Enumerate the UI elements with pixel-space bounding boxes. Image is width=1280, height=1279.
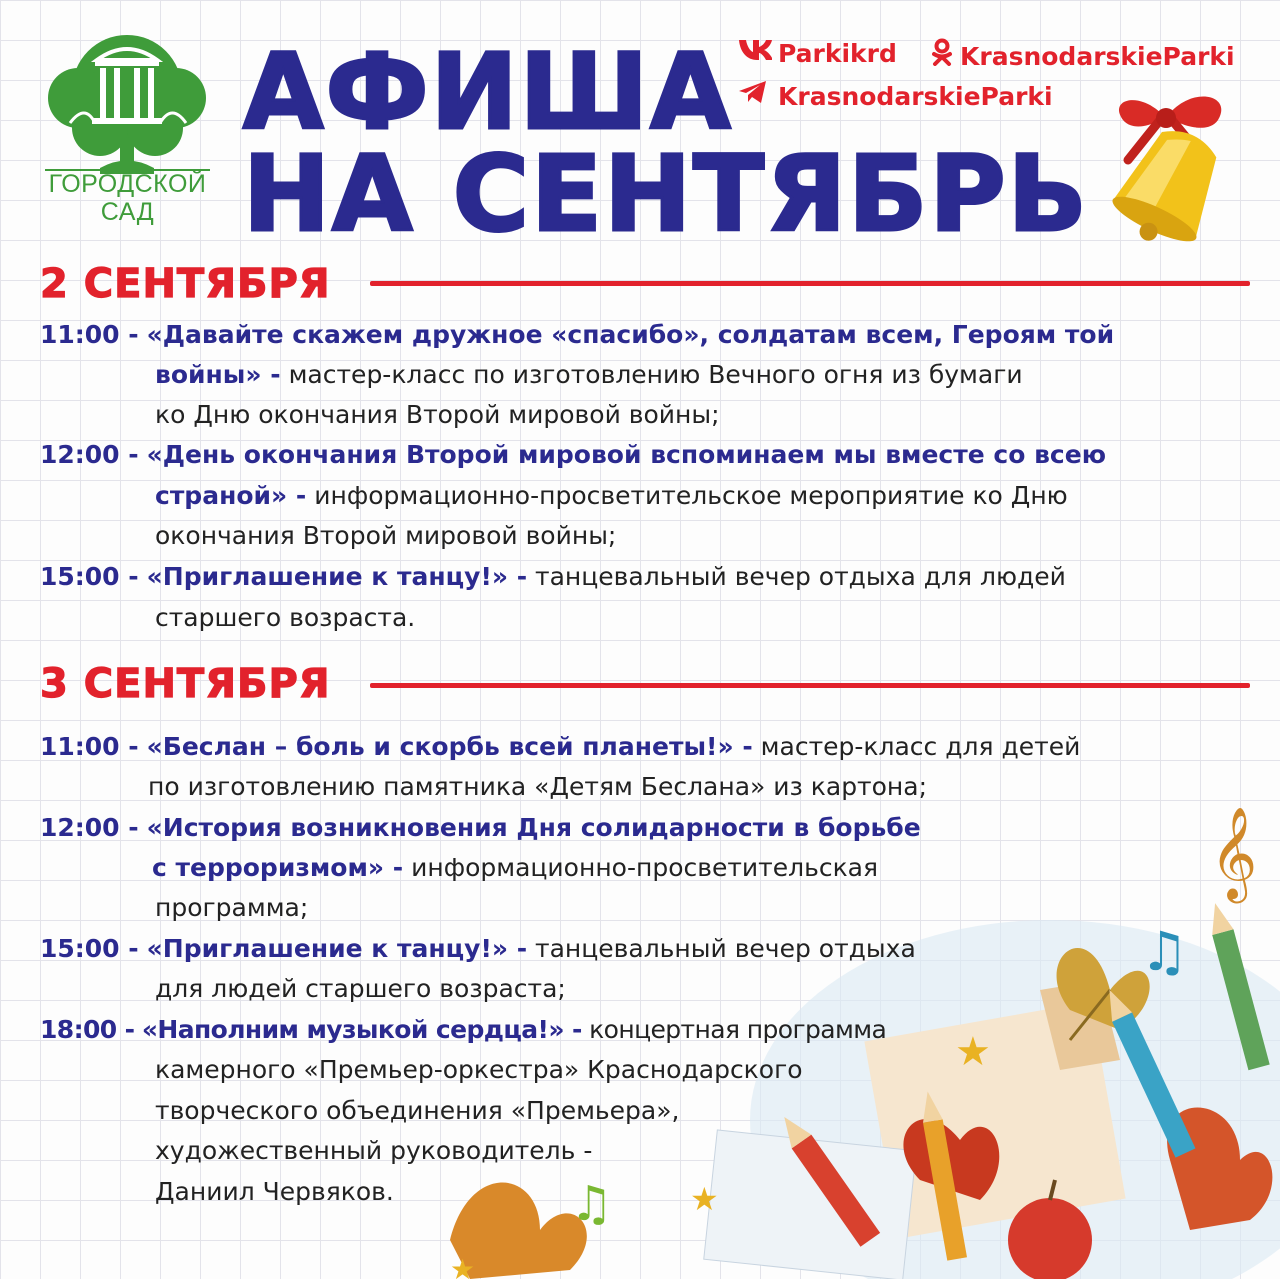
event-line xyxy=(40,727,1080,767)
heading-divider xyxy=(370,281,1250,286)
event-line xyxy=(40,315,1114,355)
event-line xyxy=(40,929,916,969)
page-title-line1: АФИША xyxy=(243,31,733,153)
event-time: 12:00 - xyxy=(40,813,139,842)
event-title: «День окончания Второй мировой вспоминаем мы вместе со всею xyxy=(146,440,1106,469)
svg-text:★: ★ xyxy=(690,1180,719,1218)
event-description: информационно-просветительская xyxy=(403,853,879,882)
event-line xyxy=(40,435,1106,475)
event-line xyxy=(152,848,878,888)
svg-text:𝄞: 𝄞 xyxy=(1210,806,1258,899)
social-ok[interactable] xyxy=(932,38,1235,75)
odnoklassniki-icon xyxy=(932,38,960,75)
event-time: 15:00 - xyxy=(40,934,139,963)
event-line xyxy=(40,808,921,848)
social-vk[interactable] xyxy=(738,38,897,69)
event-line xyxy=(40,557,1066,597)
event-title: «Беслан – боль и скорбь всей планеты!» - xyxy=(146,732,753,761)
event-description: ко Дню окончания Второй мировой войны; xyxy=(155,400,720,429)
event-description: для людей старшего возраста; xyxy=(155,974,566,1003)
event-description: мастер-класс для детей xyxy=(752,732,1081,761)
vk-icon xyxy=(738,38,778,69)
event-time: 12:00 - xyxy=(40,440,139,469)
telegram-icon xyxy=(738,80,778,113)
event-title: «Приглашение к танцу!» - xyxy=(146,934,528,963)
svg-text:♫: ♫ xyxy=(1140,920,1189,983)
ok-handle[interactable]: KrasnodarskieParki xyxy=(960,41,1235,71)
vk-handle[interactable]: Parkikrd xyxy=(778,38,897,68)
logo-text xyxy=(40,170,215,226)
event-description: танцевальный вечер отдыха xyxy=(527,934,916,963)
svg-text:★: ★ xyxy=(955,1029,991,1075)
event-title: «Давайте скажем дружное «спасибо», солдатам всем, Героям той xyxy=(146,320,1115,349)
event-title: с терроризмом» - xyxy=(152,853,404,882)
social-telegram[interactable] xyxy=(738,80,1053,113)
event-time: 15:00 - xyxy=(40,562,139,591)
event-title: «История возникновения Дня солидарности в борьбе xyxy=(146,813,921,842)
event-description: по изготовлению памятника «Детям Беслана» из картона; xyxy=(148,772,928,801)
event-title: страной» - xyxy=(155,481,307,510)
event-description: камерного «Премьер-оркестра» Краснодарского xyxy=(155,1055,803,1084)
event-line xyxy=(40,1010,886,1050)
school-bell-icon xyxy=(1068,80,1248,265)
svg-text:★: ★ xyxy=(450,1253,476,1279)
event-title: «Приглашение к танцу!» - xyxy=(146,562,528,591)
logo-text-line1: ГОРОДСКОЙ xyxy=(48,170,207,198)
event-line xyxy=(155,476,1068,516)
event-description: мастер-класс по изготовлению Вечного огня из бумаги xyxy=(280,360,1023,389)
event-time: 18:00 - xyxy=(40,1015,135,1044)
event-description: художественный руководитель - xyxy=(155,1136,593,1165)
event-description: окончания Второй мировой войны; xyxy=(155,521,617,550)
page-title-line2: НА СЕНТЯБРЬ xyxy=(243,133,1089,255)
heading-divider xyxy=(370,683,1250,688)
event-description: информационно-просветительское мероприятие ко Дню xyxy=(306,481,1068,510)
event-description: старшего возраста. xyxy=(155,603,416,632)
telegram-handle[interactable]: KrasnodarskieParki xyxy=(778,81,1053,111)
svg-text:♫: ♫ xyxy=(570,1176,614,1232)
logo-text-line2: САД xyxy=(100,198,155,226)
event-title: «Наполним музыкой сердца!» - xyxy=(141,1015,582,1044)
date-heading-sep-3: 3 СЕНТЯБРЯ xyxy=(40,661,331,707)
event-description: концертная программа xyxy=(581,1015,887,1044)
event-line xyxy=(155,355,1023,395)
event-title: войны» - xyxy=(155,360,281,389)
event-time: 11:00 - xyxy=(40,320,139,349)
event-description: танцевальный вечер отдыха для людей xyxy=(527,562,1066,591)
event-description: программа; xyxy=(155,893,309,922)
event-time: 11:00 - xyxy=(40,732,139,761)
date-heading-sep-2: 2 СЕНТЯБРЯ xyxy=(40,261,331,307)
event-description: Даниил Червяков. xyxy=(155,1177,394,1206)
event-description: творческого объединения «Премьера», xyxy=(155,1096,680,1125)
